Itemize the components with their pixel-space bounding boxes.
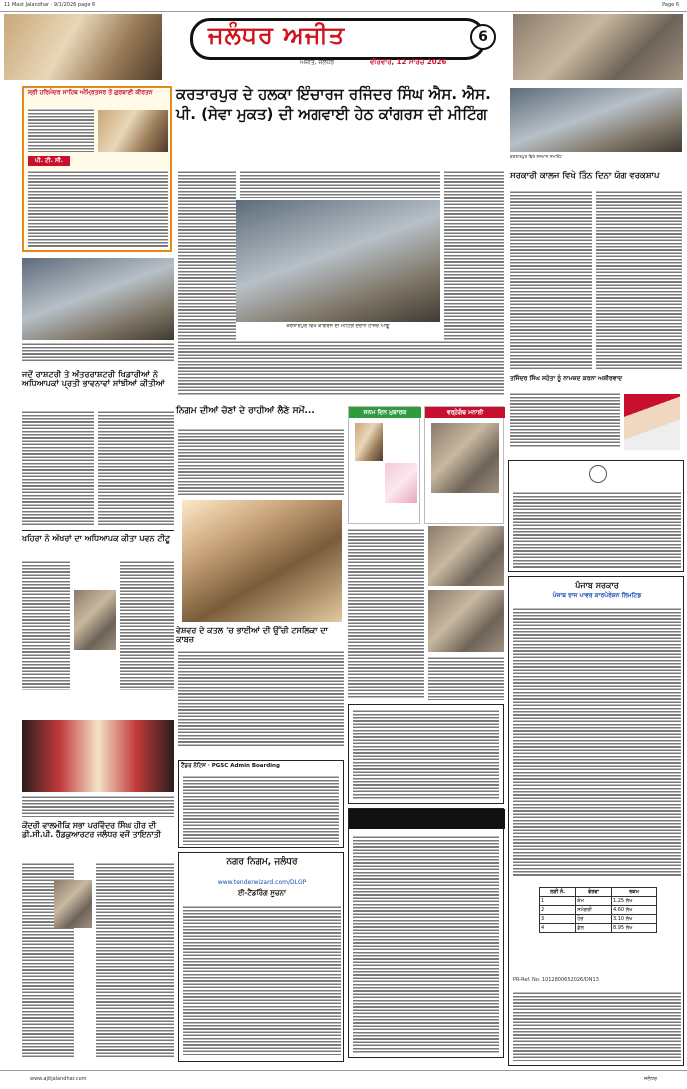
- center-story-body-b: [428, 656, 504, 700]
- table-cell: 1: [540, 897, 576, 906]
- tender-ad: [178, 760, 344, 848]
- pspcl-ref: PR-Ref. No. 1012800652026/DN13: [513, 977, 599, 983]
- couple-photo-2: [428, 526, 504, 586]
- pspcl-label: ਪੰਜਾਬ ਰਾਜ ਪਾਵਰ ਕਾਰਪੋਰੇਸ਼ਨ ਲਿਮਟਿਡ: [552, 592, 642, 599]
- dcp-portrait: [54, 880, 92, 928]
- tender-ad-body: [183, 775, 339, 845]
- top-bar-right: Page 6: [662, 2, 679, 8]
- table-row: [540, 906, 657, 915]
- kirtan-box: [22, 86, 172, 252]
- nagar-nigam-body: [183, 905, 341, 1055]
- masthead-photo-right: [513, 14, 683, 80]
- sewa-ad-body: [353, 835, 499, 1053]
- kirtan-box-title: ਸ੍ਰੀ ਹਰਿਮੰਦਰ ਸਾਹਿਬ ਅੰਮ੍ਰਿਤਸਰ ਤੋਂ ਗੁਰਬਾਣੀ ਕੀਰਤਨ: [28, 89, 153, 96]
- table-row: [540, 915, 657, 924]
- punjab-govt-ad: [508, 460, 684, 572]
- kirtan-text: [28, 108, 94, 152]
- table-cell: 3: [540, 915, 576, 924]
- table-cell: 4: [540, 924, 576, 933]
- lead-body-right: [444, 170, 504, 350]
- dance-caption: [22, 795, 174, 817]
- story-players-body-a: [22, 410, 94, 526]
- page-number: 6: [478, 29, 488, 45]
- story-khaira-body-a: [22, 560, 70, 690]
- punjab-govt-ad-body: [513, 491, 681, 569]
- top-bar: [0, 0, 687, 12]
- center-story-body-a: [348, 528, 424, 698]
- punjab-ad: [348, 704, 504, 804]
- lead-body-left: [178, 170, 236, 340]
- varshgandh-badge-label: ਵਰ੍ਹੇਗੰਢ ਮਨਾਈ: [446, 409, 484, 416]
- footer: [0, 1070, 687, 1088]
- police-photo: [182, 500, 342, 622]
- golden-temple-photo: [98, 110, 168, 152]
- child-photo-1: [355, 423, 383, 461]
- police-body: [178, 650, 344, 746]
- masthead-title: ਜਲੰਧਰ ਅਜੀਤ: [208, 21, 346, 49]
- pspcl-th: ਰਕਮ: [611, 888, 656, 897]
- nagar-nigam-url: www.tenderwizard.com/DLGP: [217, 879, 307, 886]
- varshgandh-ad: [424, 406, 504, 524]
- table-cell: 2: [540, 906, 576, 915]
- janam-badge: [349, 407, 421, 418]
- tender-ad-title: ਟੈਂਡਰ ਨੋਟਿਸ · PGSC Admin Boarding: [181, 763, 280, 769]
- players-caption: [22, 342, 174, 362]
- sewa-ad: [348, 808, 504, 1058]
- lead-caption: ਕਰਤਾਰਪੁਰ ਵਿਖੇ ਕਾਂਗਰਸ ਦੀ ਮੀਟਿੰਗ ਦੌਰਾਨ ਹਾਜ਼ਰ ਆਗੂ: [286, 324, 390, 329]
- lead-body-top: [240, 170, 440, 198]
- lead-photo: [236, 200, 440, 322]
- table-cell: 1.25 ਲੱਖ: [611, 897, 656, 906]
- table-cell: ਸਮੱਗਰੀ: [576, 906, 612, 915]
- pspcl-table-header: [540, 888, 657, 897]
- varshgandh-badge: [425, 407, 505, 418]
- niyam-body: [178, 428, 344, 496]
- yoga-headline: ਸਰਕਾਰੀ ਕਾਲਜ ਵਿਖੇ ਤਿੰਨ ਦਿਨਾ ਯੋਗ ਵਰਕਸ਼ਾਪ: [510, 171, 660, 181]
- nagar-nigam-title: ਨਗਰ ਨਿਗਮ, ਜਲੰਧਰ: [226, 857, 298, 867]
- janam-badge-label: ਜਨਮ ਦਿਨ ਮੁਬਾਰਕ: [363, 409, 407, 416]
- sahota-body: [510, 392, 620, 448]
- khaira-portrait: [74, 590, 116, 650]
- divider: [22, 530, 174, 531]
- table-cell: 4.60 ਲੱਖ: [611, 906, 656, 915]
- punjab-govt-emblem: [589, 465, 607, 483]
- page-number-badge: [470, 24, 496, 50]
- couple-photo-3: [428, 590, 504, 652]
- pspcl-th: ਲੜੀ ਨੰ.: [540, 888, 576, 897]
- sahota-headline: ਤਜਿੰਦਰ ਸਿੰਘ ਸਹੋਤਾ ਨੂੰ ਨਾਮਜ਼ਦ ਕਰਨਾ ਅਸ਼ੀਰਵਾਦ: [510, 375, 623, 382]
- top-bar-left: 11 Mast Jalandhar · 9/1/2026 page 6: [4, 2, 96, 8]
- table-row: [540, 924, 657, 933]
- sewa-ad-banner: [349, 809, 505, 829]
- story-dcp-body-b: [96, 862, 174, 1058]
- footer-left: www.ajitjalandhar.com: [30, 1076, 87, 1082]
- players-photo: [22, 258, 174, 340]
- table-cell: ਹੋਰ: [576, 915, 612, 924]
- pspcl-th: ਵੇਰਵਾ: [576, 888, 612, 897]
- kirtan-schedule: [28, 170, 168, 248]
- story-players-body-b: [98, 410, 174, 526]
- ptc-badge: [28, 156, 70, 166]
- couple-photo: [431, 423, 499, 493]
- punjab-govt-label: ਪੰਜਾਬ ਸਰਕਾਰ: [575, 581, 619, 590]
- yoga-body-a: [510, 190, 592, 370]
- table-cell: 8.95 ਲੱਖ: [611, 924, 656, 933]
- child-photo-2: [385, 463, 417, 503]
- niyam-headline: ਨਿਗਮ ਦੀਆਂ ਚੋਣਾਂ ਦੇ ਰਾਹੀਆਂ ਲੈਣੇ ਸਮੇਂ...: [176, 406, 315, 416]
- lead-headline: ਕਰਤਾਰਪੁਰ ਦੇ ਹਲਕਾ ਇੰਚਾਰਜ ਰਜਿੰਦਰ ਸਿੰਘ ਐਸ. ਐਸ. ਪੀ. (ਸੇਵਾ ਮੁਕਤ) ਦੀ ਅਗਵਾਈ ਹੇਠ ਕਾਂਗਰਸ ਦੀ ਮੀਟਿੰਗ: [176, 85, 491, 123]
- police-headline: ਵੇਸ਼ਵਰ ਦੇ ਕਤਲ 'ਚ ਭਾਈਆਂ ਦੀ ਉੱਚੀ ਟਸਲਿਕਾ ਦਾ ਕਾਬਜ਼: [176, 626, 328, 645]
- table-cell: 3.10 ਲੱਖ: [611, 915, 656, 924]
- story-khaira-headline: ਖਹਿਰਾ ਨੇ ਅੱਖਰਾਂ ਦਾ ਅਧਿਆਪਕ ਕੀਤਾ ਪਵਨ ਟੀਟੂ: [22, 534, 170, 543]
- story-dcp-headline: ਕੇਂਦਰੀ ਵਾਲਮੀਕਿ ਸਭਾ ਪਰਵਿੰਦਰ ਸਿੰਘ ਹੀਰ ਦੀ ਡੀ.ਸੀ.ਪੀ. ਹੈੱਡਕੁਆਰਟਰ ਜਲੰਧਰ ਵਜੋਂ ਤਾਇਨਾਤੀ: [22, 821, 161, 839]
- nagar-nigam-sub: ਈ-ਟੈਂਡਰਿੰਗ ਸੂਚਨਾ: [237, 889, 287, 897]
- pspcl-body: [513, 607, 681, 877]
- dance-photo: [22, 720, 174, 792]
- story-players-headline: ਜਦੋਂ ਰਾਸ਼ਟਰੀ ਤੇ ਅੰਤਰਰਾਸ਼ਟਰੀ ਖਿਡਾਰੀਆਂ ਨੇ ਅਧਿਆਪਕਾਂ ਪ੍ਰਤੀ ਭਾਵਨਾਵਾਂ ਸਾਂਝੀਆਂ ਕੀਤੀਆਂ: [22, 369, 165, 389]
- right-top-caption: ਕਰਤਾਰਪੁਰ ਵਿਖੇ ਸਨਮਾਨ ਸਮਾਰੋਹ: [510, 154, 562, 159]
- lead-body-bottom: [178, 340, 504, 396]
- pspcl-ad: [508, 576, 684, 1066]
- masthead-photo-left: [4, 14, 162, 80]
- table-row: [540, 897, 657, 906]
- pspcl-footer-body: [513, 991, 681, 1061]
- right-top-photo: [510, 88, 682, 152]
- yoga-body-b: [596, 190, 682, 370]
- story-khaira-body-b: [120, 560, 174, 690]
- table-cell: ਕੰਮ: [576, 897, 612, 906]
- masthead-date: ਵੀਰਵਾਰ, 12 ਮਾਰਚ 2026: [370, 58, 447, 66]
- footer-right: ਜਲੰਧਰ: [644, 1076, 657, 1082]
- sahota-portrait: [624, 394, 680, 450]
- janam-ad: [348, 406, 420, 524]
- masthead-sub: ਅਜੀਤ, ਜਲੰਧਰ: [300, 59, 335, 66]
- ptc-badge-label: ਪੀ. ਟੀ. ਸੀ.: [34, 157, 64, 164]
- punjab-ad-body: [353, 709, 499, 799]
- nagar-nigam-ad: [178, 852, 344, 1062]
- table-cell: ਕੁੱਲ: [576, 924, 612, 933]
- masthead: [190, 18, 496, 76]
- pspcl-table: [539, 887, 657, 933]
